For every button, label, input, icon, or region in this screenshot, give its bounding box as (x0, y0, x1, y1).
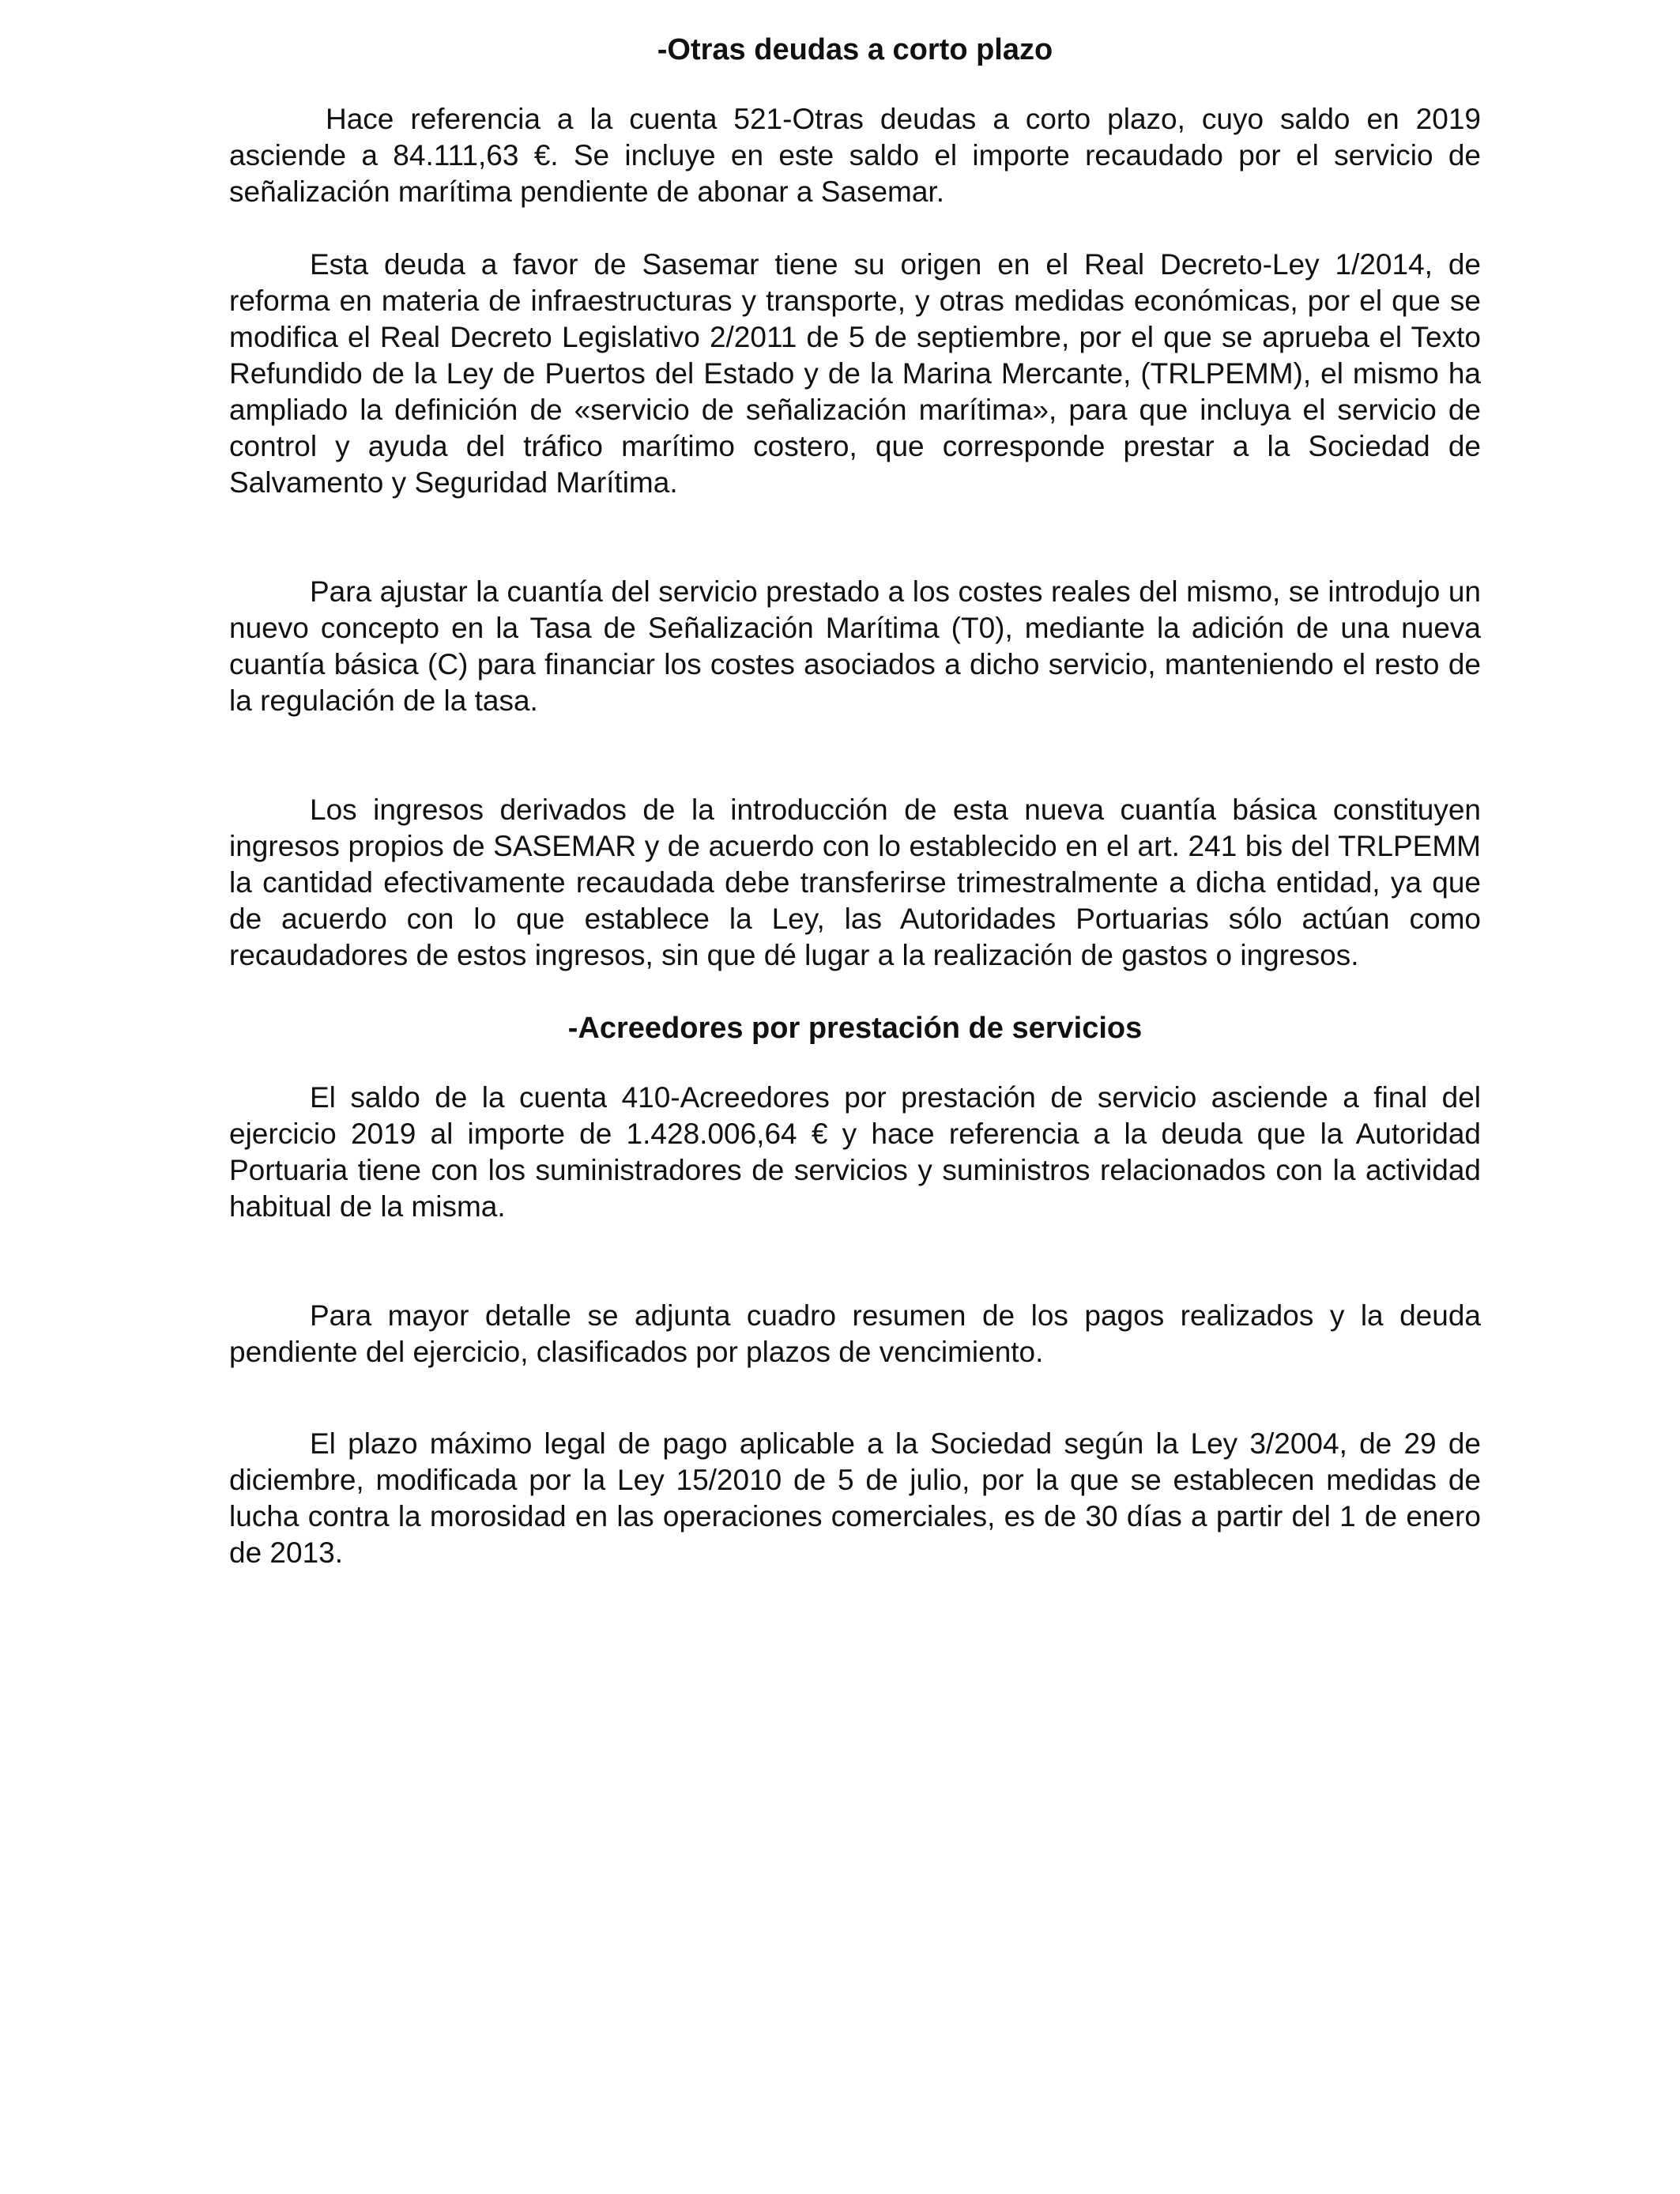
paragraph-ingresos-sasemar: Los ingresos derivados de la introducción de esta nueva cuantía básica constituyen ingresos propios de SASEMAR y de acuerdo con lo establecido en el art. 241 bis del TRLPEMM la cantidad efectivamente recaudada debe transferirse trimestralmente a dicha entidad, ya que de acuerdo con lo que establece la Ley, las Autoridades Portuarias sólo actúan como recaudadores de estos ingresos, sin que dé lugar a la realización de gastos o ingresos. (229, 794, 1481, 971)
document-page (229, 32, 1481, 1571)
section-heading-acreedores: -Acreedores por prestación de servicios (567, 1012, 1143, 1045)
paragraph-cuenta-410: El saldo de la cuenta 410-Acreedores por prestación de servicio asciende a final del ejercicio 2019 al importe de 1.428.006,64 € y hace referencia a la deuda que la Autoridad Portuaria tiene con los suministradores de servicios y suministros relacionados con la actividad habitual de la misma. (229, 1081, 1481, 1223)
paragraph-origen-deuda-sasemar: Esta deuda a favor de Sasemar tiene su origen en el Real Decreto-Ley 1/2014, de reforma en materia de infraestructuras y transporte, y otras medidas económicas, por el que se modifica el Real Decreto Legislativo 2/2011 de 5 de septiembre, por el que se aprueba el Texto Refundido de la Ley de Puertos del Estado y de la Marina Mercante, (TRLPEMM), el mismo ha ampliado la definición de «servicio de señalización marítima», para que incluya el servicio de control y ayuda del tráfico marítimo costero, que corresponde prestar a la Sociedad de Salvamento y Seguridad Marítima. (229, 248, 1481, 499)
paragraph-cuadro-resumen: Para mayor detalle se adjunta cuadro resumen de los pagos realizados y la deuda pendiente del ejercicio, clasificados por plazos de vencimiento. (229, 1299, 1481, 1368)
section-heading-otras-deudas: -Otras deudas a corto plazo (657, 33, 1053, 66)
paragraph-cuenta-521: Hace referencia a la cuenta 521-Otras deudas a corto plazo, cuyo saldo en 2019 asciende a 84.111,63 €. Se incluye en este saldo el importe recaudado por el servicio de señalización marítima pendiente de abonar a Sasemar. (229, 103, 1481, 208)
paragraph-plazo-maximo-pago: El plazo máximo legal de pago aplicable a la Sociedad según la Ley 3/2004, de 29 de diciembre, modificada por la Ley 15/2010 de 5 de julio, por la que se establecen medidas de lucha contra la morosidad en las operaciones comerciales, es de 30 días a partir del 1 de enero de 2013. (229, 1427, 1481, 1569)
paragraph-tasa-senalizacion: Para ajustar la cuantía del servicio prestado a los costes reales del mismo, se introdujo un nuevo concepto en la Tasa de Señalización Marítima (T0), mediante la adición de una nueva cuantía básica (C) para financiar los costes asociados a dicho servicio, manteniendo el resto de la regulación de la tasa. (229, 575, 1481, 717)
